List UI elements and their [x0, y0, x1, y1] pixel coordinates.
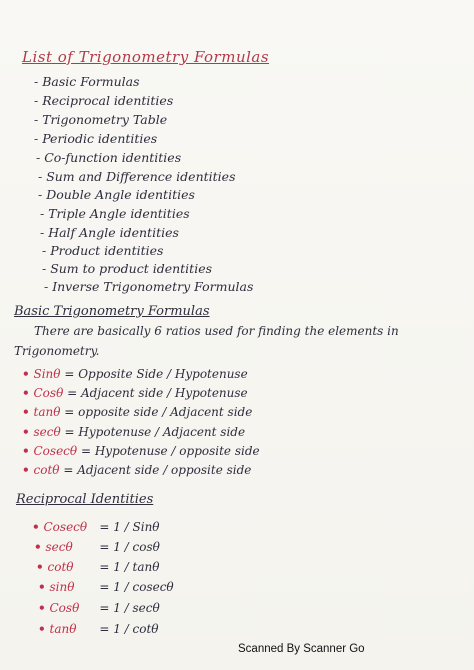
function-name: sinθ — [49, 580, 75, 594]
formula-value: = 1 / Sinθ — [99, 520, 160, 534]
function-name: Cosecθ — [33, 444, 78, 458]
formula-value: = 1 / secθ — [99, 601, 160, 615]
function-name: Cosθ — [33, 386, 64, 400]
list-item: - Sum to product identities — [42, 261, 213, 276]
basic-formulas-heading: Basic Trigonometry Formulas — [14, 304, 210, 319]
formula-value: = 1 / cotθ — [99, 622, 159, 636]
bullet-dot: • — [32, 520, 40, 534]
bullet-dot: • — [34, 540, 42, 554]
basic-formula-row — [22, 444, 260, 458]
list-item: - Inverse Trigonometry Formulas — [44, 279, 254, 294]
bullet-dot: • — [22, 386, 30, 400]
function-name: Cosθ — [49, 601, 80, 615]
list-item: - Periodic identities — [34, 131, 158, 146]
list-item: - Reciprocal identities — [34, 93, 174, 108]
reciprocal-row — [38, 622, 159, 636]
basic-intro-line-2: Trigonometry. — [14, 344, 100, 358]
formula-value: = Adjacent side / opposite side — [63, 463, 252, 477]
formula-value: = 1 / tanθ — [99, 560, 160, 574]
function-name: secθ — [33, 425, 61, 439]
bullet-dot: • — [38, 622, 46, 636]
formula-value: = Hypotenuse / opposite side — [80, 444, 260, 458]
list-item: - Product identities — [42, 243, 164, 258]
formula-value: = Adjacent side / Hypotenuse — [67, 386, 248, 400]
formula-value: = Opposite Side / Hypotenuse — [64, 367, 248, 381]
basic-formula-row — [22, 425, 245, 439]
bullet-dot: • — [38, 601, 46, 615]
basic-formula-row — [22, 386, 248, 400]
function-name: tanθ — [49, 622, 77, 636]
function-name: Cosecθ — [43, 520, 88, 534]
bullet-dot: • — [22, 444, 30, 458]
list-item: - Double Angle identities — [38, 187, 195, 202]
page-title: List of Trigonometry Formulas — [22, 48, 270, 66]
list-item: - Trigonometry Table — [34, 112, 168, 127]
list-item: - Triple Angle identities — [40, 206, 190, 221]
formula-value: = Hypotenuse / Adjacent side — [64, 425, 246, 439]
reciprocal-row — [38, 601, 160, 615]
function-name: secθ — [45, 540, 73, 554]
bullet-dot: • — [22, 367, 30, 381]
function-name: Sinθ — [33, 367, 61, 381]
basic-formula-row — [22, 405, 252, 419]
list-item: - Half Angle identities — [40, 225, 179, 240]
reciprocal-row — [38, 580, 174, 594]
list-item: - Co-function identities — [36, 150, 182, 165]
bullet-dot: • — [22, 405, 30, 419]
function-name: tanθ — [33, 405, 61, 419]
scanner-watermark: Scanned By Scanner Go — [238, 643, 365, 655]
reciprocal-row — [34, 540, 160, 554]
formula-value: = 1 / cosecθ — [99, 580, 174, 594]
bullet-dot: • — [22, 463, 30, 477]
list-item: - Sum and Difference identities — [38, 169, 236, 184]
formula-value: = opposite side / Adjacent side — [64, 405, 253, 419]
basic-intro-line-1: There are basically 6 ratios used for finding the elements in — [34, 324, 399, 338]
reciprocal-row — [32, 520, 160, 534]
function-name: cotθ — [33, 463, 60, 477]
bullet-dot: • — [38, 580, 46, 594]
reciprocal-row — [36, 560, 159, 574]
list-item: - Basic Formulas — [34, 74, 140, 89]
basic-formula-row — [22, 367, 248, 381]
formula-value: = 1 / cosθ — [99, 540, 160, 554]
bullet-dot: • — [22, 425, 30, 439]
function-name: cotθ — [47, 560, 74, 574]
reciprocal-identities-heading: Reciprocal Identities — [16, 492, 154, 507]
bullet-dot: • — [36, 560, 44, 574]
basic-formula-row — [22, 463, 251, 477]
